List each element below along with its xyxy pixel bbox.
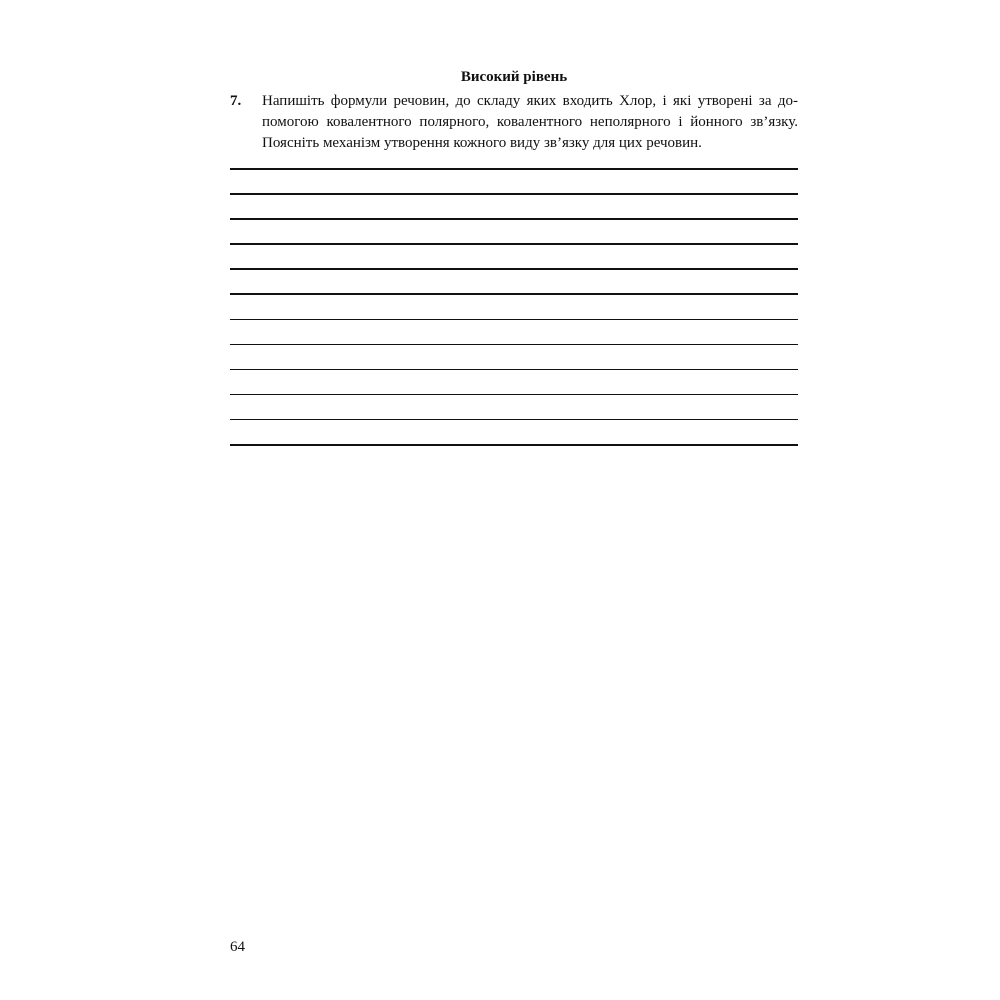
- answer-line[interactable]: [230, 218, 798, 220]
- answer-line[interactable]: [230, 193, 798, 195]
- answer-line[interactable]: [230, 369, 798, 371]
- page-number: 64: [230, 939, 245, 955]
- answer-line[interactable]: [230, 293, 798, 295]
- task-block: [230, 91, 798, 154]
- answer-line[interactable]: [230, 243, 798, 245]
- answer-line[interactable]: [230, 168, 798, 170]
- answer-line[interactable]: [230, 268, 798, 270]
- answer-line[interactable]: [230, 394, 798, 396]
- task-number: 7.: [230, 93, 242, 109]
- answer-line[interactable]: [230, 344, 798, 346]
- answer-lines: [230, 168, 798, 469]
- answer-line[interactable]: [230, 419, 798, 421]
- answer-line[interactable]: [230, 444, 798, 446]
- answer-line[interactable]: [230, 319, 798, 321]
- task-text: Напишіть формули речовин, до складу яких входить Хлор, і які утворені за допомогою ковалентного полярного, ковалентного неполярного і йонного зв’язку. Поясніть механізм утворення кожного виду зв’язку для цих речовин.: [262, 93, 798, 151]
- section-heading: Високий рівень: [460, 69, 568, 85]
